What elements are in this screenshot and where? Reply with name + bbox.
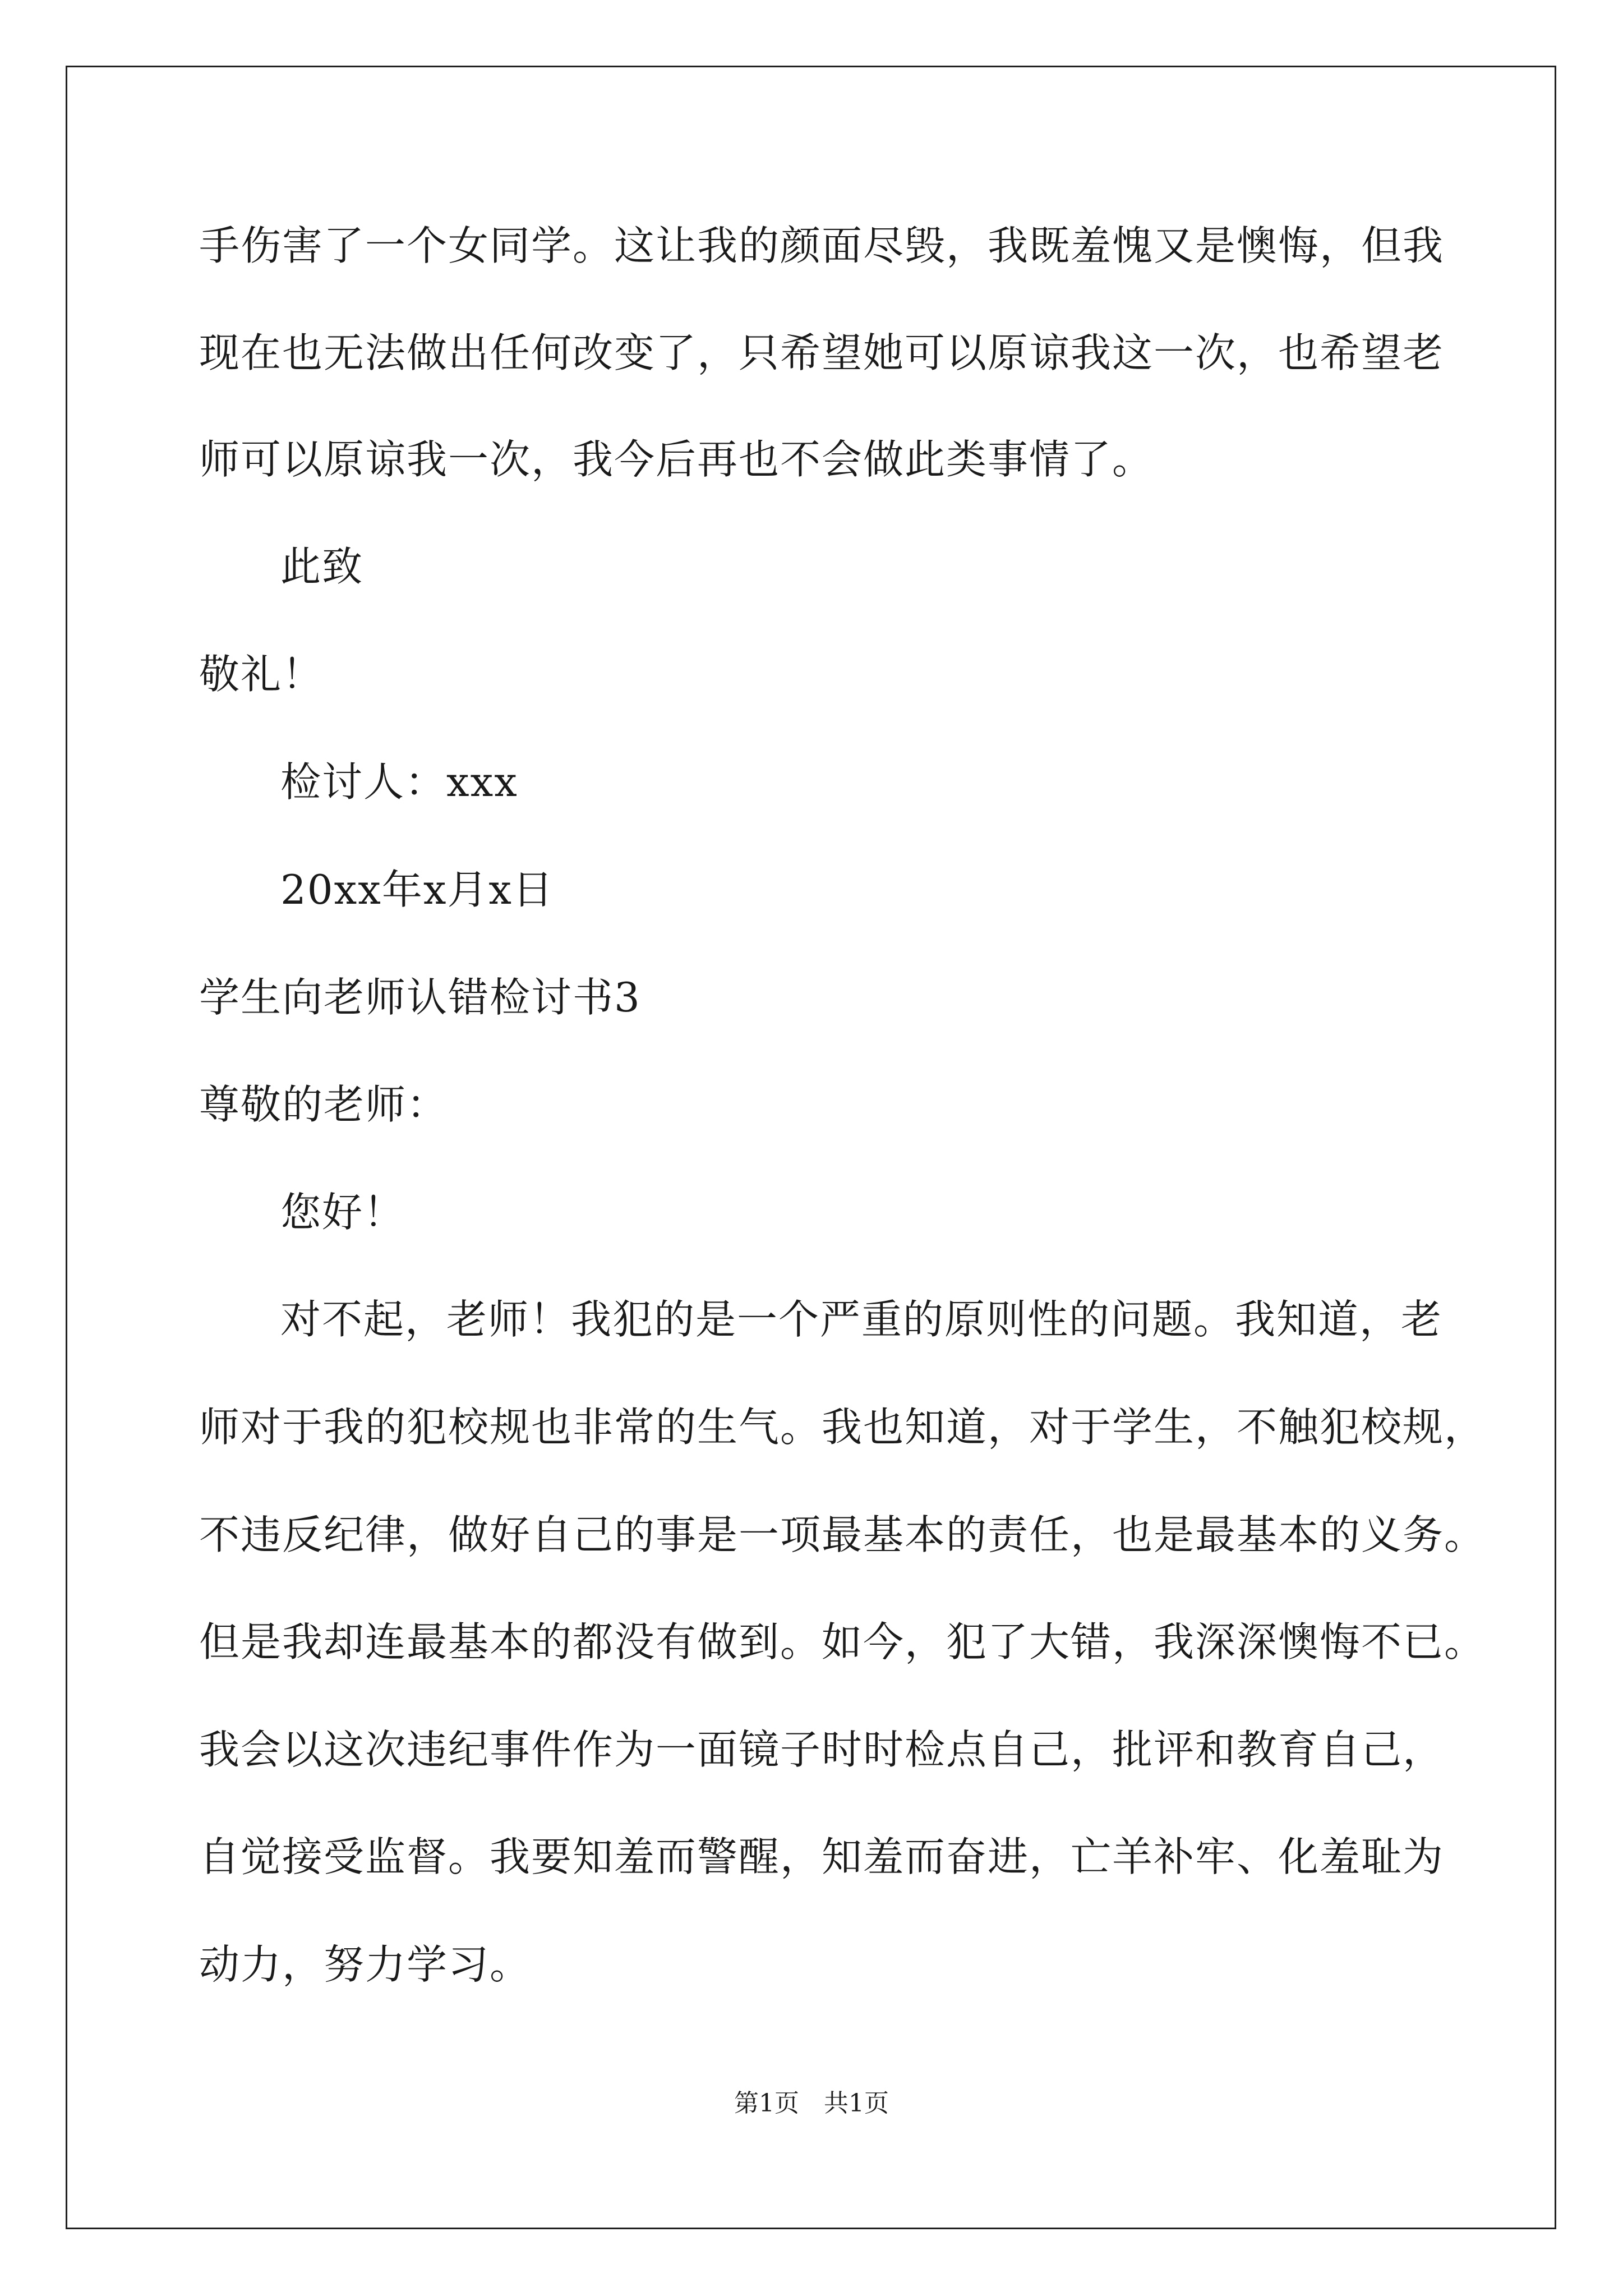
body-text-line: 手伤害了一个女同学。这让我的颜面尽毁，我既羞愧又是懊悔，但我	[199, 222, 1445, 269]
body-text-line: 不违反纪律，做好自己的事是一项最基本的责任，也是最基本的义务。	[199, 1511, 1486, 1558]
body-text-line: 自觉接受监督。我要知羞而警醒，知羞而奋进，亡羊补牢、化羞耻为	[199, 1833, 1445, 1880]
greeting-hello: 您好！	[280, 1189, 405, 1236]
body-text-line: 动力，努力学习。	[199, 1941, 532, 1988]
greeting: 尊敬的老师：	[199, 1081, 449, 1128]
section-title: 学生向老师认错检讨书3	[199, 974, 641, 1021]
page-border	[66, 66, 1556, 2229]
signature-name: 检讨人：xxx	[280, 758, 518, 806]
body-text-line: 师对于我的犯校规也非常的生气。我也知道，对于学生，不触犯校规，	[199, 1404, 1486, 1451]
salutation-closing: 此致	[280, 543, 364, 590]
signature-date: 20xx年x月x日	[280, 866, 555, 913]
body-text-line: 但是我却连最基本的都没有做到。如今，犯了大错，我深深懊悔不已。	[199, 1618, 1486, 1665]
body-text-line: 现在也无法做出任何改变了，只希望她可以原谅我这一次，也希望老	[199, 329, 1445, 376]
body-text-line: 师可以原谅我一次，我今后再也不会做此类事情了。	[199, 436, 1154, 483]
body-text-line: 对不起，老师！我犯的是一个严重的原则性的问题。我知道，老	[280, 1296, 1443, 1343]
respect-line: 敬礼！	[199, 651, 324, 698]
body-text-line: 我会以这次违纪事件作为一面镜子时时检点自己，批评和教育自己，	[199, 1726, 1445, 1773]
page-footer: 第1页 共1页	[734, 2089, 889, 2118]
